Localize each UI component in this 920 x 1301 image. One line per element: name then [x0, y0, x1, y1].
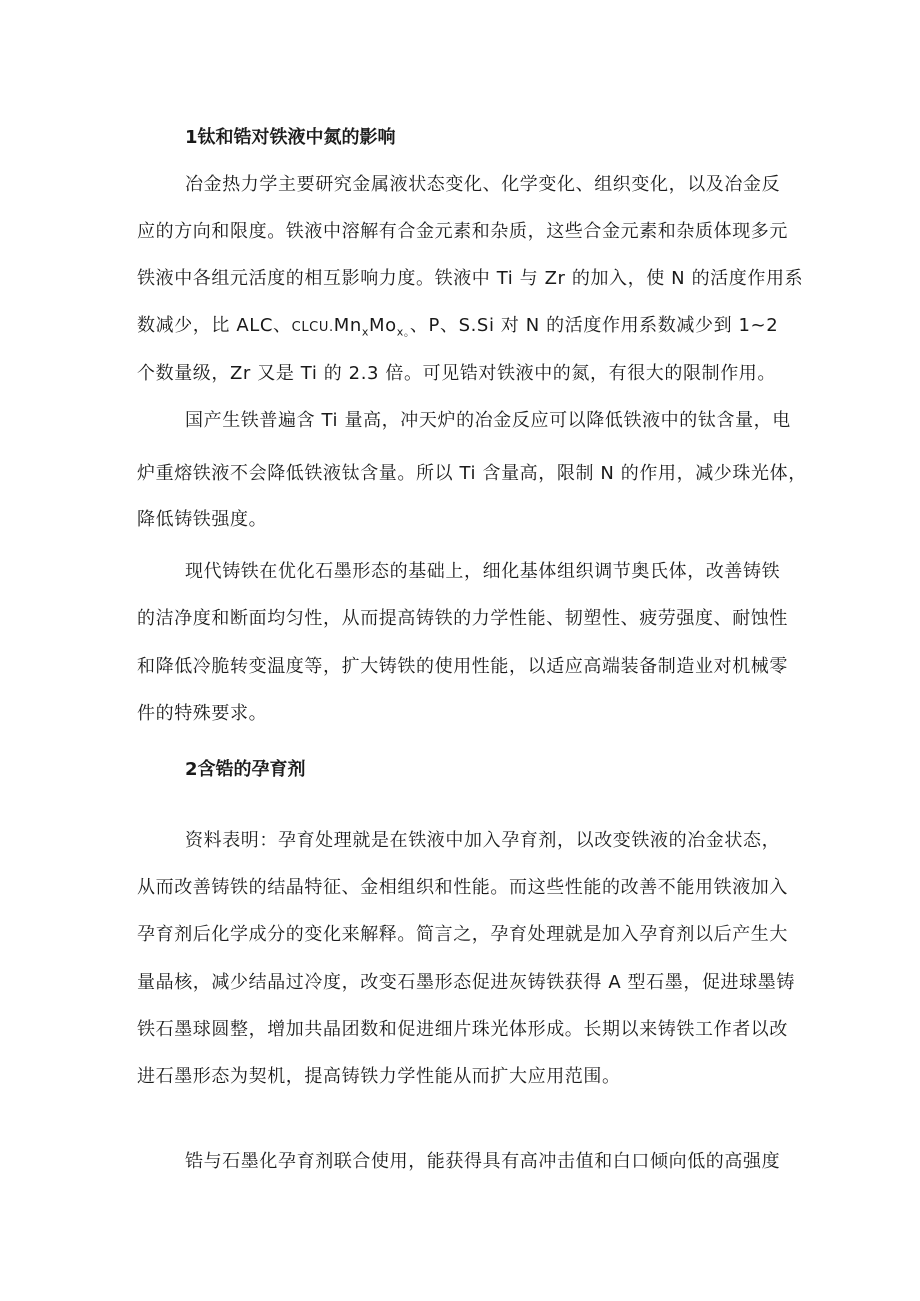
paragraph-line-formula	[137, 314, 778, 340]
formula-mn: Mn	[333, 315, 362, 336]
paragraph-line: 铁石墨球圆整，增加共晶团数和促进细片珠光体形成。长期以来铸铁工作者以改	[137, 1019, 788, 1040]
paragraph-line: 从而改善铸铁的结晶特征、金相组织和性能。而这些性能的改善不能用铁液加入	[137, 877, 788, 898]
paragraph-line: 个数量级，Zr 又是 Ti 的 2.3 倍。可见锆对铁液中的氮，有很大的限制作用。	[137, 363, 777, 384]
paragraph-line: 应的方向和限度。铁液中溶解有合金元素和杂质，这些合金元素和杂质体现多元	[137, 221, 788, 242]
formula-text-pre: 数减少，比 ALC、	[137, 315, 292, 336]
formula-subscript: x。	[396, 325, 410, 339]
section1-heading: 1钛和锆对铁液中氮的影响	[185, 127, 396, 148]
formula-text-post: 、P、S.Si 对 N 的活度作用系数减少到 1~2	[409, 315, 779, 336]
paragraph-line: 冶金热力学主要研究金属液状态变化、化学变化、组织变化，以及冶金反	[185, 174, 781, 195]
paragraph-line: 孕育剂后化学成分的变化来解释。简言之，孕育处理就是加入孕育剂以后产生大	[137, 924, 788, 945]
paragraph-line: 降低铸铁强度。	[137, 509, 268, 530]
section2-heading: 2含锆的孕育剂	[185, 759, 306, 780]
paragraph-line: 和降低冷脆转变温度等，扩大铸铁的使用性能，以适应高端装备制造业对机械零	[137, 656, 788, 677]
paragraph-line: 量晶核，减少结晶过冷度，改变石墨形态促进灰铸铁获得 A 型石墨，促进球墨铸	[137, 972, 795, 993]
paragraph-line: 国产生铁普遍含 Ti 量高，冲天炉的冶金反应可以降低铁液中的钛含量，电	[185, 410, 791, 431]
formula-subscript: x	[361, 325, 369, 339]
paragraph-line: 锆与石墨化孕育剂联合使用，能获得具有高冲击值和白口倾向低的高强度	[185, 1151, 781, 1172]
paragraph-line: 现代铸铁在优化石墨形态的基础上，细化基体组织调节奥氏体，改善铸铁	[185, 561, 781, 582]
paragraph-line: 进石墨形态为契机，提高铸铁力学性能从而扩大应用范围。	[137, 1066, 621, 1087]
paragraph-line: 铁液中各组元活度的相互影响力度。铁液中 Ti 与 Zr 的加入，使 N 的活度作用系	[137, 268, 804, 289]
paragraph-line: 的洁净度和断面均匀性，从而提高铸铁的力学性能、韧塑性、疲劳强度、耐蚀性	[137, 608, 788, 629]
paragraph-line: 炉重熔铁液不会降低铁液钛含量。所以 Ti 含量高，限制 N 的作用，减少珠光体，	[137, 463, 807, 484]
paragraph-line: 件的特殊要求。	[137, 703, 268, 724]
paragraph-line: 资料表明：孕育处理就是在铁液中加入孕育剂，以改变铁液的冶金状态，	[185, 830, 781, 851]
formula-small-text: CLCU.	[291, 320, 334, 335]
formula-mo: Mo	[368, 315, 397, 336]
